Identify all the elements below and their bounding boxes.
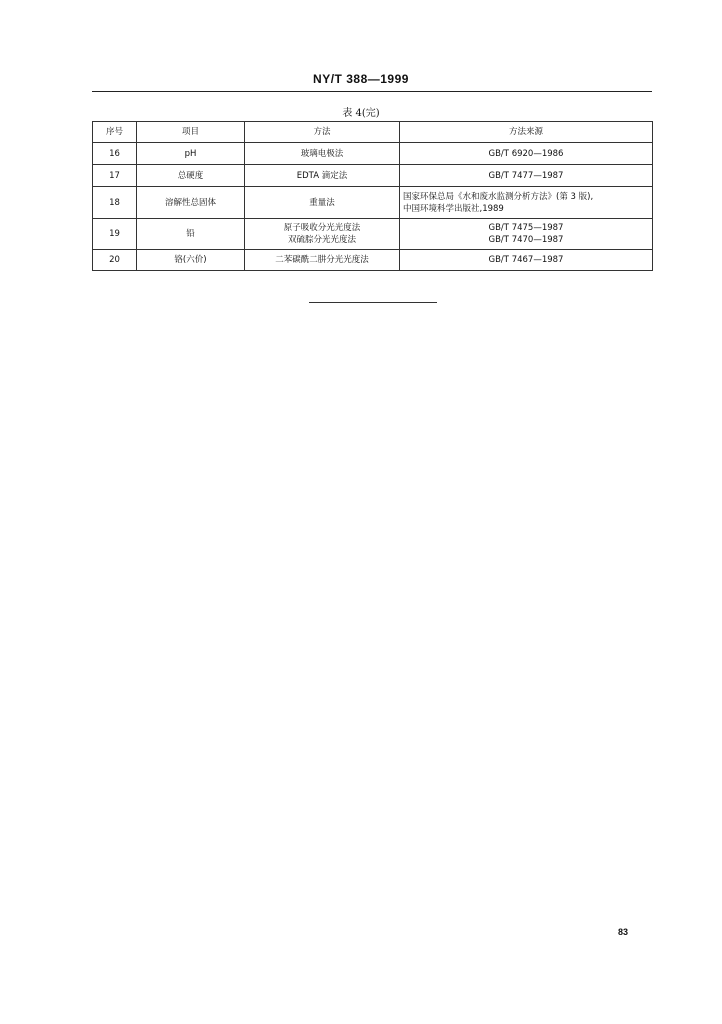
table-row (93, 165, 653, 187)
column-header-no: 序号 (93, 122, 137, 143)
cell-source: GB/T 7467—1987 (400, 250, 653, 271)
standard-code-header: NY/T 388—1999 (313, 72, 409, 86)
column-header-item: 项目 (137, 122, 245, 143)
cell-method: 二苯碳酰二肼分光光度法 (245, 250, 400, 271)
cell-source (400, 219, 653, 250)
cell-item: 铅 (137, 219, 245, 250)
cell-item: pH (137, 143, 245, 165)
cell-source-line: GB/T 7475—1987 (488, 223, 564, 233)
cell-source-line: 国家环保总局《水和废水监测分析方法》(第 3 版), (403, 191, 594, 202)
cell-item: 铬(六价) (137, 250, 245, 271)
end-of-standard-rule (309, 302, 437, 303)
cell-no: 18 (93, 187, 137, 219)
table-row (93, 250, 653, 271)
cell-method-line: 原子吸收分光光度法 (283, 223, 361, 233)
cell-source (400, 187, 653, 219)
cell-method (245, 219, 400, 250)
table-row (93, 143, 653, 165)
table-header-row (93, 122, 653, 143)
column-header-method: 方法 (245, 122, 400, 143)
column-header-source: 方法来源 (400, 122, 653, 143)
cell-method: 玻璃电极法 (245, 143, 400, 165)
cell-no: 16 (93, 143, 137, 165)
cell-source-line: GB/T 7470—1987 (488, 235, 564, 245)
table-row (93, 187, 653, 219)
cell-method: EDTA 滴定法 (245, 165, 400, 187)
cell-item: 总硬度 (137, 165, 245, 187)
methods-table (92, 121, 653, 271)
cell-method-line: 双硫腙分光光度法 (287, 235, 356, 245)
cell-source: GB/T 7477—1987 (400, 165, 653, 187)
cell-no: 17 (93, 165, 137, 187)
page-number: 83 (618, 927, 629, 937)
cell-source-line: 中国环境科学出版社,1989 (403, 203, 504, 214)
cell-no: 20 (93, 250, 137, 271)
table-row (93, 219, 653, 250)
table-caption: 表 4(完) (342, 108, 380, 119)
cell-item: 溶解性总固体 (137, 187, 245, 219)
cell-source: GB/T 6920—1986 (400, 143, 653, 165)
cell-no: 19 (93, 219, 137, 250)
cell-method: 重量法 (245, 187, 400, 219)
header-divider (92, 91, 652, 92)
